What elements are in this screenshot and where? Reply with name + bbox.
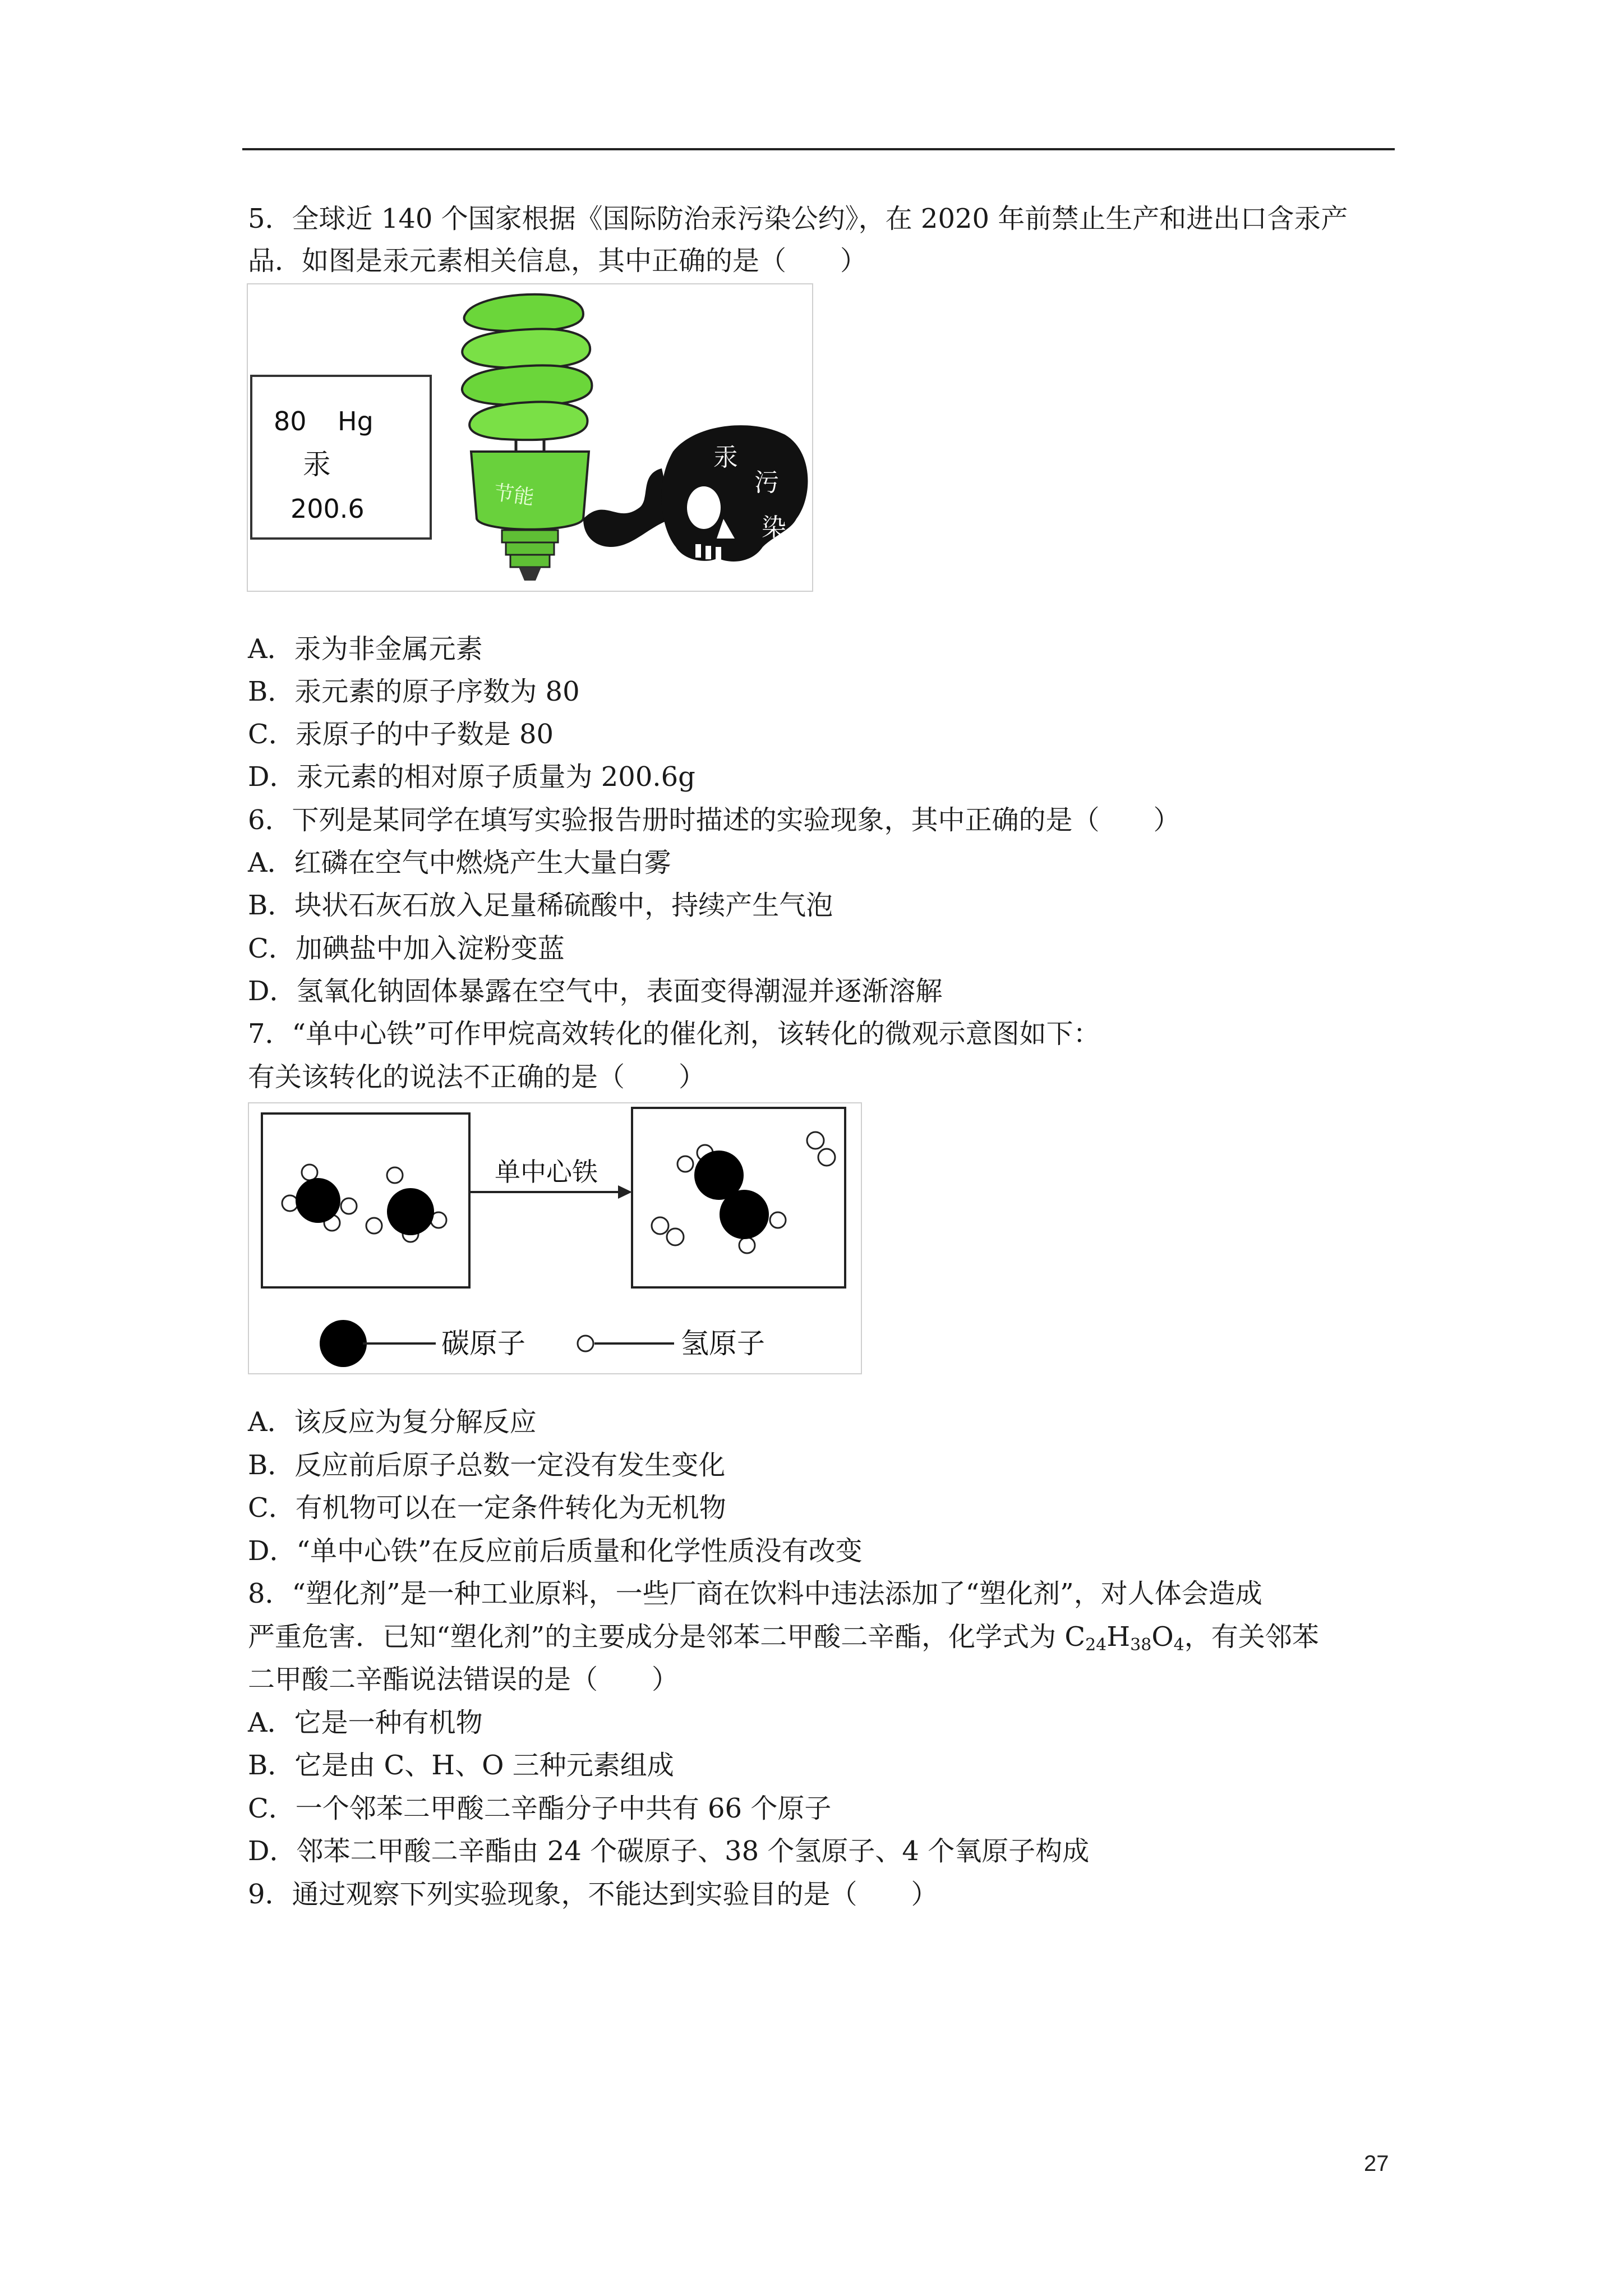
q8-option-c: C．一个邻苯二甲酸二辛酯分子中共有 66 个原子 xyxy=(248,1793,832,1824)
q7-option-b: B．反应前后原子总数一定没有发生变化 xyxy=(248,1450,726,1481)
formula-h: H xyxy=(1106,1621,1131,1653)
element-number: 80 xyxy=(274,406,307,436)
formula-c-count: 24 xyxy=(1085,1635,1107,1655)
legend-carbon xyxy=(320,1320,525,1367)
mercury-figure xyxy=(247,283,813,592)
q5-option-c: C．汞原子的中子数是 80 xyxy=(248,719,554,750)
q5-stem-line2: 品．如图是汞元素相关信息，其中正确的是（ ） xyxy=(248,245,868,277)
element-name: 汞 xyxy=(303,448,331,481)
q7-option-c: C．有机物可以在一定条件转化为无机物 xyxy=(248,1492,726,1524)
q8-line2-text: 严重危害．已知“塑化剂”的主要成分是邻苯二甲酸二辛酯，化学式为 C xyxy=(248,1621,1086,1653)
q7-stem-line2: 有关该转化的说法不正确的是（ ） xyxy=(248,1061,706,1093)
bulb-label: 节能 xyxy=(492,481,536,510)
q8-stem-line2 xyxy=(248,1619,1319,1655)
catalyst-label: 单中心铁 xyxy=(495,1157,598,1187)
q7-option-d: D．“单中心铁”在反应前后质量和化学性质没有改变 xyxy=(248,1535,863,1567)
q9-stem: 9．通过观察下列实验现象，不能达到实验目的是（ ） xyxy=(248,1879,938,1910)
header-rule xyxy=(242,148,1395,150)
methane-conversion-diagram xyxy=(248,1102,862,1374)
q6-option-b: B．块状石灰石放入足量稀硫酸中，持续产生气泡 xyxy=(248,890,833,921)
q5-option-d: D．汞元素的相对原子质量为 200.6g xyxy=(248,761,695,793)
energy-saving-bulb xyxy=(462,295,592,581)
q8-option-d: D．邻苯二甲酸二辛酯由 24 个碳原子、38 个氢原子、4 个氧原子构成 xyxy=(248,1835,1090,1867)
q5-stem-line1: 5．全球近 140 个国家根据《国际防治汞污染公约》，在 2020 年前禁止生产和进出口含汞产 xyxy=(248,203,1348,234)
page-number: 27 xyxy=(1364,2151,1389,2176)
q6-option-d: D．氢氧化钠固体暴露在空气中，表面变得潮湿并逐渐溶解 xyxy=(248,976,943,1007)
skull-char-2: 污 xyxy=(754,468,779,497)
q8-option-b: B．它是由 C、H、O 三种元素组成 xyxy=(248,1750,674,1781)
atomic-mass: 200.6 xyxy=(291,494,365,524)
q6-stem: 6．下列是某同学在填写实验报告册时描述的实验现象，其中正确的是（ ） xyxy=(248,804,1181,836)
q5-option-b: B．汞元素的原子序数为 80 xyxy=(248,676,580,707)
mercury-pollution-skull xyxy=(583,425,808,562)
q8-line2-tail: ，有关邻苯 xyxy=(1184,1621,1319,1653)
q6-option-a: A．红磷在空气中燃烧产生大量白雾 xyxy=(248,847,671,878)
legend-hydrogen-label: 氢原子 xyxy=(681,1327,765,1360)
q6-option-c: C．加碘盐中加入淀粉变蓝 xyxy=(248,933,565,964)
q8-stem-line1: 8．“塑化剂”是一种工业原料，一些厂商在饮料中违法添加了“塑化剂”，对人体会造成 xyxy=(248,1578,1262,1609)
q7-option-a: A．该反应为复分解反应 xyxy=(248,1406,537,1438)
skull-char-1: 汞 xyxy=(713,443,738,472)
q5-option-a: A．汞为非金属元素 xyxy=(248,633,483,665)
legend-carbon-label: 碳原子 xyxy=(441,1327,525,1360)
formula-o: O xyxy=(1151,1621,1174,1653)
q8-stem-line3: 二甲酸二辛酯说法错误的是（ ） xyxy=(248,1664,679,1695)
skull-char-3: 染 xyxy=(762,513,786,542)
formula-o-count: 4 xyxy=(1173,1635,1184,1655)
element-symbol: Hg xyxy=(338,406,374,436)
q7-stem-line1: 7．“单中心铁”可作甲烷高效转化的催化剂，该转化的微观示意图如下： xyxy=(248,1018,1100,1050)
q8-option-a: A．它是一种有机物 xyxy=(248,1707,483,1738)
formula-h-count: 38 xyxy=(1130,1635,1152,1655)
legend-hydrogen xyxy=(578,1327,765,1360)
